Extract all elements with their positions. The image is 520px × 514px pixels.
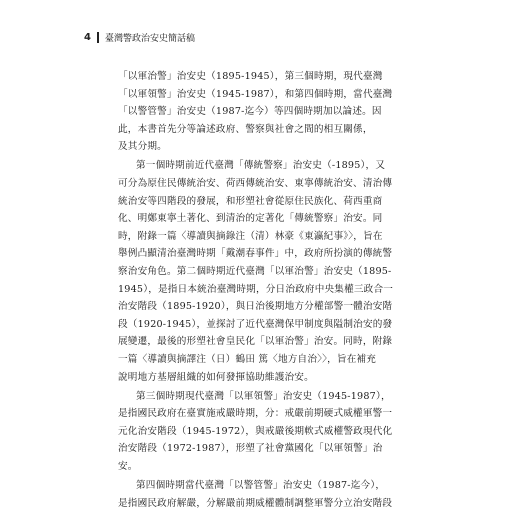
running-title: 臺灣警政治安史簡話稿 <box>104 33 195 44</box>
text-line: 治安階段（1895-1920），與日治後期地方分權部警一體治安階 <box>118 301 393 313</box>
text-line: 察治安角色。第二個時期近代臺灣「以軍治警」治安史（1895- <box>118 266 392 278</box>
text-line: 化、明鄭東寧土著化、到清治的定著化「傳統警察」治安。同 <box>118 213 383 225</box>
text-line: 舉例凸顯清治臺灣時期「戴潮春事件」中，政府所扮演的傳統警 <box>118 248 393 260</box>
text-line: 說明地方基層組織的如何發揮協助維護治安。 <box>118 371 314 383</box>
paragraph-third-period <box>118 388 402 476</box>
text-line: 是指國民政府解嚴，分解嚴前期威權體制調整軍警分立治安階段 <box>118 497 393 509</box>
text-line: 統治安等四階段的發展，和形塑社會從原住民族化、荷西重商 <box>118 195 383 207</box>
text-line: 一篇〈導讀與摘譯注（日）鶴田 篤〈地方自治〉〉，旨在補充 <box>118 354 377 365</box>
body-text <box>118 68 402 514</box>
paragraph-first-second-periods <box>118 157 402 386</box>
text-line: 第一個時期前近代臺灣「傳統警察」治安史（-1895），又 <box>136 160 386 172</box>
page-number: 4 <box>84 31 91 43</box>
text-line: 元化治安階段（1945-1972），與戒嚴後期軟式威權警政現代化 <box>118 425 393 437</box>
text-line: 第三個時期現代臺灣「以軍領警」治安史（1945-1987）， <box>136 390 391 402</box>
text-line: 是指國民政府在臺實施戒嚴時期，分：戒嚴前期硬式威權軍警一 <box>118 408 393 420</box>
text-line: 「以軍領警」治安史（1945-1987），和第四個時期，當代臺灣 <box>118 88 393 100</box>
running-header <box>84 30 195 44</box>
paragraph-fourth-period <box>118 477 402 512</box>
text-line: 展變遷，最後的形塑社會皇民化「以軍治警」治安。同時，附錄 <box>118 336 393 348</box>
text-line: 「以警管警」治安史（1987-迄今）等四個時期加以論述。因 <box>118 106 382 118</box>
text-line: 安。 <box>118 461 138 473</box>
header-divider <box>97 32 99 43</box>
text-line: 治安階段（1972-1987），形塑了社會黨國化「以軍領警」治 <box>118 443 383 455</box>
text-line: 及其分期。 <box>118 141 167 153</box>
text-line: 此，本書首先分等論述政府、警察與社會之間的相互關係， <box>118 123 373 135</box>
text-line: 「以軍治警」治安史（1895-1945），第三個時期，現代臺灣 <box>118 71 383 82</box>
text-line: 段（1920-1945），並探討了近代臺灣保甲制度與隘制治安的發 <box>118 318 393 330</box>
text-line: 可分為原住民傳統治安、荷西傳統治安、東寧傳統治安、清治傳 <box>118 178 393 190</box>
text-line: 時，附錄一篇〈導讀與摘錄注（清）林豪《東瀛紀事》〉，旨在 <box>118 230 383 242</box>
text-line: 1945），是指日本統治臺灣時期，分日治政府中央集權三政合一 <box>118 283 394 295</box>
paragraph-periodization <box>118 68 402 156</box>
text-line: 第四個時期當代臺灣「以警管警」治安史（1987-迄今）， <box>136 480 386 492</box>
